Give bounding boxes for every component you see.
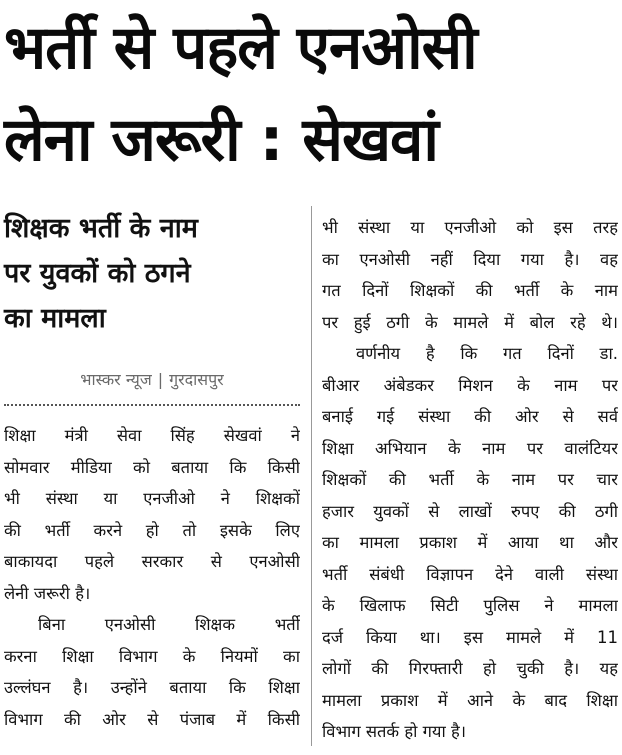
text-line: दर्ज किया था। इस मामले में 11	[322, 627, 618, 647]
byline-place: गुरदासपुर	[169, 370, 224, 389]
byline	[4, 368, 300, 390]
text-line: लोगों की गिरफ्तारी हो चुकी है। यह	[322, 659, 618, 678]
dotted-divider	[4, 404, 300, 406]
text-line: बाकायदा पहले सरकार से एनओसी	[4, 552, 300, 571]
byline-source: भास्कर न्यूज	[80, 370, 152, 389]
text-line: लेनी जरूरी है।	[4, 583, 91, 603]
text-line: मामला प्रकाश में आने के बाद शिक्षा	[322, 690, 618, 710]
subheadline-line-3: का मामला	[4, 303, 106, 334]
text-line: का एनओसी नहीं दिया गया है। वह	[322, 249, 618, 269]
headline-line-1: भर्ती से पहले एनओसी	[4, 13, 477, 83]
subheadline-line-1: शिक्षक भर्ती के नाम	[4, 213, 198, 244]
text-line: भी संस्था या एनजीओ को इस तरह	[322, 218, 618, 237]
text-line: का मामला प्रकाश में आया था और	[322, 533, 618, 552]
column-divider	[311, 206, 312, 746]
subheadline-line-2: पर युवकों को ठगने	[4, 258, 191, 289]
text-line: के खिलाफ सिटी पुलिस ने मामला	[322, 596, 618, 615]
text-line: उल्लंघन है। उन्होंने बताया कि शिक्षा	[4, 678, 300, 697]
text-line: शिक्षा मंत्री सेवा सिंह सेखवां ने	[4, 426, 300, 445]
text-line: सोमवार मीडिया को बताया कि किसी	[4, 457, 300, 477]
text-line: गत दिनों शिक्षकों की भर्ती के नाम	[322, 281, 618, 300]
text-line: हजार युवकों से लाखों रुपए की ठगी	[322, 501, 618, 521]
headline-line-2: लेना जरूरी : सेखवां	[4, 105, 438, 175]
text-line: भी संस्था या एनजीओ ने शिक्षकों	[4, 489, 300, 508]
subheadline	[4, 206, 304, 341]
text-line: शिक्षा अभियान के नाम पर वालंटियर	[322, 438, 618, 458]
byline-separator: |	[157, 370, 164, 389]
article-column-right	[322, 212, 618, 748]
text-line: करना शिक्षा विभाग के नियमों का	[4, 646, 300, 666]
text-line: बनाई गई संस्था की ओर से सर्व	[322, 407, 618, 426]
article-column-left	[4, 420, 300, 735]
text-line: पर हुई ठगी के मामले में बोल रहे थे।	[322, 312, 618, 332]
text-line: बीआर अंबेडकर मिशन के नाम पर	[322, 375, 618, 395]
text-line: बिना एनओसी शिक्षक भर्ती	[38, 615, 300, 634]
text-line: शिक्षकों की भर्ती के नाम पर चार	[322, 470, 618, 489]
text-line: भर्ती संबंधी विज्ञापन देने वाली संस्था	[322, 564, 618, 584]
text-line: विभाग सतर्क हो गया है।	[322, 722, 467, 741]
text-line: विभाग की ओर से पंजाब में किसी	[4, 709, 300, 729]
headline	[4, 2, 618, 186]
text-line: वर्णनीय है कि गत दिनों डा.	[356, 344, 618, 363]
text-line: की भर्ती करने हो तो इसके लिए	[4, 520, 300, 540]
